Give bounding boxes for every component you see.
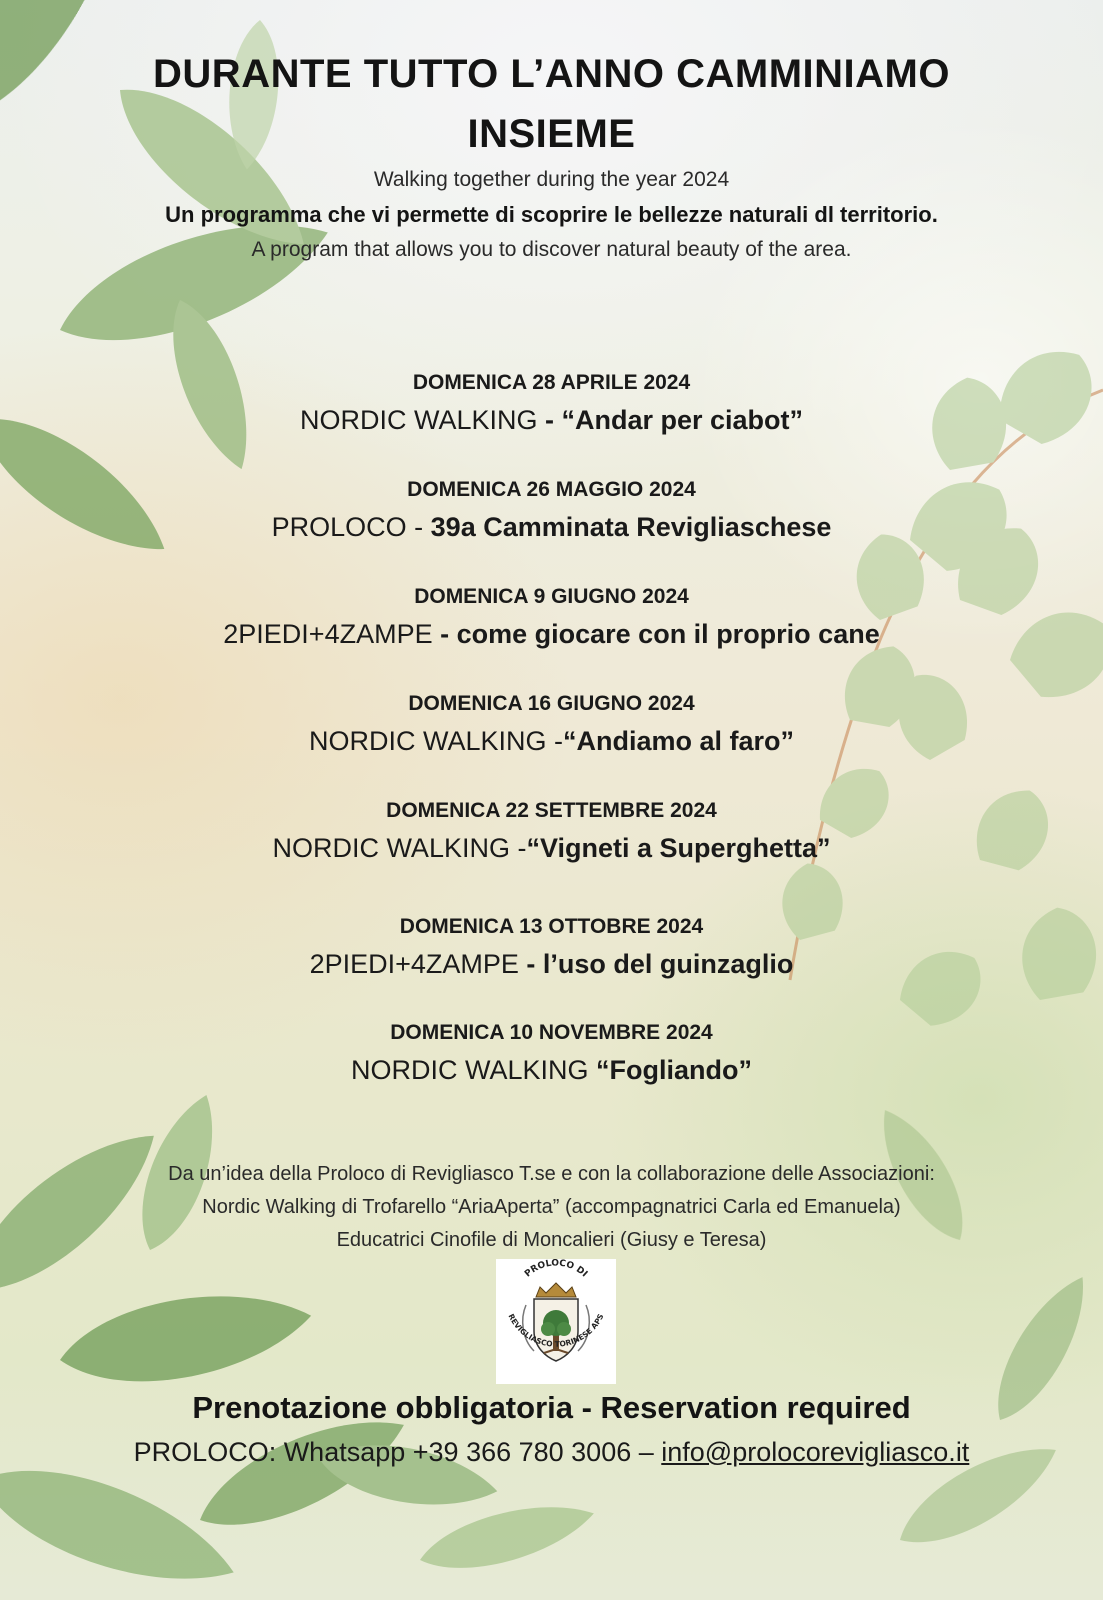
title-line-1: DURANTE TUTTO L’ANNO CAMMINIAMO <box>153 52 950 96</box>
event-item <box>0 1019 1103 1089</box>
event-date: DOMENICA 28 APRILE 2024 <box>412 371 691 394</box>
contact-whatsapp: PROLOCO: Whatsapp +39 366 780 3006 – <box>133 1437 662 1467</box>
event-title: - l’uso del guinzaglio <box>518 949 794 979</box>
event-date: DOMENICA 10 NOVEMBRE 2024 <box>390 1021 713 1044</box>
svg-text:PROLOCO DI <box>523 1259 589 1279</box>
contact-line <box>0 1437 1103 1468</box>
event-title: “Fogliando” <box>596 1055 752 1085</box>
event-line <box>0 945 1103 983</box>
event-title: - come giocare con il proprio cane <box>432 619 880 649</box>
event-item <box>0 583 1103 653</box>
credits-line-2: Nordic Walking di Trofarello “AriaAperta” (accompagnatrici Carla ed Emanuela) <box>202 1196 901 1218</box>
program-description-it: Un programma che vi permette di scoprire le bellezze naturali dl territorio. <box>165 202 938 227</box>
event-line <box>0 508 1103 546</box>
event-item <box>0 690 1103 760</box>
credits-line-3: Educatrici Cinofile di Moncalieri (Giusy e Teresa) <box>336 1229 767 1251</box>
event-line <box>0 829 1103 867</box>
event-line <box>0 615 1103 653</box>
event-line <box>0 1051 1103 1089</box>
event-title: “Andiamo al faro” <box>562 726 795 756</box>
event-title: “Vigneti a Superghetta” <box>526 833 831 863</box>
event-item <box>0 369 1103 439</box>
event-organizer: NORDIC WALKING <box>299 405 538 435</box>
event-line <box>0 401 1103 439</box>
event-organizer: 2PIEDI+4ZAMPE <box>309 949 519 979</box>
event-item <box>0 797 1103 867</box>
event-organizer: NORDIC WALKING <box>350 1055 597 1085</box>
credits-line-1: Da un’idea della Proloco di Revigliasco T.se e con la collaborazione delle Associazioni: <box>168 1163 935 1185</box>
event-organizer: PROLOCO - <box>271 512 431 542</box>
event-date: DOMENICA 13 OTTOBRE 2024 <box>399 915 704 938</box>
event-date: DOMENICA 16 GIUGNO 2024 <box>408 692 695 715</box>
reservation-notice: Prenotazione obbligatoria - Reservation required <box>192 1390 911 1425</box>
subtitle: Walking together during the year 2024 <box>373 168 730 191</box>
event-line <box>0 722 1103 760</box>
title-line-2: INSIEME <box>467 112 636 156</box>
event-organizer: NORDIC WALKING - <box>308 726 563 756</box>
page-title <box>0 44 1103 164</box>
event-organizer: NORDIC WALKING - <box>272 833 527 863</box>
event-organizer: 2PIEDI+4ZAMPE <box>223 619 433 649</box>
program-description-en: A program that allows you to discover natural beauty of the area. <box>251 238 852 261</box>
email-link[interactable]: info@prolocorevigliasco.it <box>661 1437 970 1467</box>
event-date: DOMENICA 9 GIUGNO 2024 <box>414 585 689 608</box>
proloco-logo <box>496 1259 616 1384</box>
event-item <box>0 913 1103 983</box>
event-item <box>0 476 1103 546</box>
event-date: DOMENICA 26 MAGGIO 2024 <box>407 478 696 501</box>
event-date: DOMENICA 22 SETTEMBRE 2024 <box>386 799 717 822</box>
logo-text-top: PROLOCO DI <box>523 1259 590 1280</box>
event-title: - “Andar per ciabot” <box>537 405 804 435</box>
coat-of-arms-icon <box>496 1259 616 1384</box>
event-title: 39a Camminata Revigliaschese <box>430 512 832 542</box>
logo-text-bottom: REVIGLIASCO TORINESE APS <box>506 1312 606 1349</box>
credits <box>0 1158 1103 1257</box>
